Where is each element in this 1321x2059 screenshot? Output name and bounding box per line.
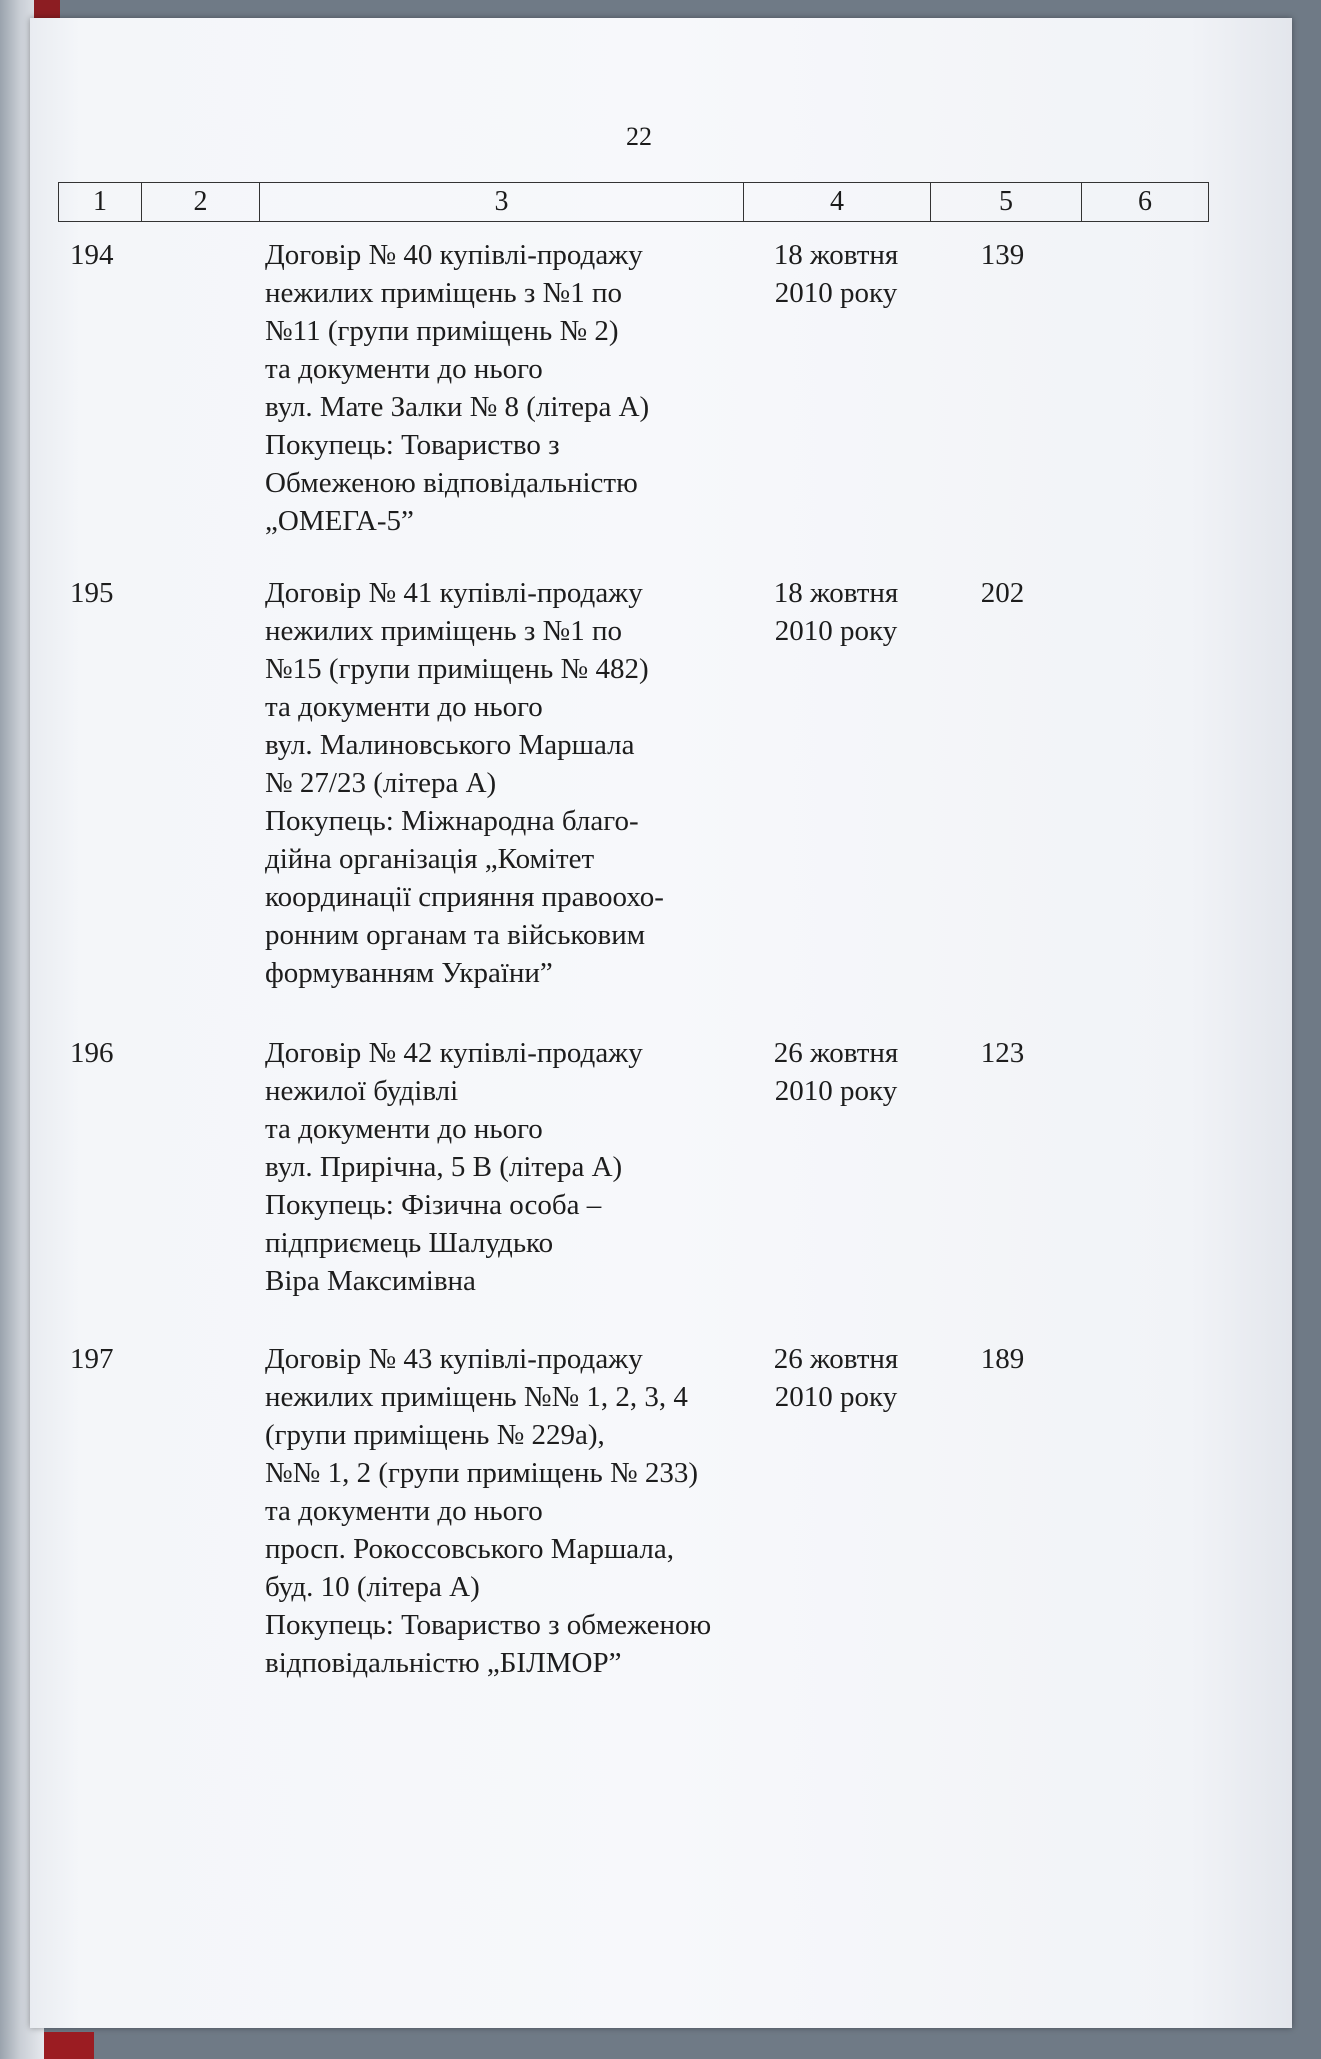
entry-196-date — [736, 1034, 936, 1110]
entry-195-line-7: Покупець: Міжнародна благо- — [265, 805, 639, 837]
entry-195-line-4: та документи до нього — [265, 691, 543, 723]
entry-196-line-6: підприємець Шалудько — [265, 1227, 554, 1259]
entry-196-date-year: 2010 року — [774, 1075, 898, 1107]
entry-196-line-2: нежилої будівлі — [265, 1075, 459, 1107]
entry-197-line-2: нежилих приміщень №№ 1, 2, 3, 4 — [265, 1381, 688, 1413]
entry-197-line-5: та документи до нього — [265, 1495, 543, 1527]
entry-195-date-day: 18 жовтня — [773, 577, 899, 609]
entry-195-pages: 202 — [980, 577, 1025, 609]
entry-194-line-7: Обмеженою відповідальністю — [265, 467, 638, 499]
entry-195-description — [265, 574, 785, 992]
entry-194-line-2: нежилих приміщень з №1 по — [265, 277, 622, 309]
entry-194-date-year: 2010 року — [774, 277, 898, 309]
entry-195-line-6: № 27/23 (літера А) — [265, 767, 497, 799]
entry-197-line-7: буд. 10 (літера А) — [265, 1571, 480, 1603]
entry-196-line-4: вул. Прирічна, 5 В (літера А) — [265, 1151, 623, 1183]
entry-194-number: 194 — [70, 239, 114, 271]
entry-197-date — [736, 1340, 936, 1416]
column-header-6: 6 — [1082, 183, 1209, 222]
entry-197-description — [265, 1340, 785, 1682]
entry-197-number: 197 — [70, 1343, 114, 1375]
entry-196-line-7: Віра Максимівна — [265, 1265, 476, 1297]
column-header-table — [58, 182, 1209, 222]
entry-196-line-5: Покупець: Фізична особа – — [265, 1189, 602, 1221]
entry-195-date — [736, 574, 936, 650]
entry-195-line-3: №15 (групи приміщень № 482) — [265, 653, 649, 685]
entry-195-line-10: ронним органам та військовим — [265, 919, 646, 951]
column-header-5: 5 — [931, 183, 1082, 222]
entry-197-date-day: 26 жовтня — [773, 1343, 899, 1375]
entry-195-line-1: Договір № 41 купівлі-продажу — [265, 577, 643, 609]
entry-197-pages: 189 — [980, 1343, 1025, 1375]
entry-194-line-8: „ОМЕГА-5” — [265, 505, 414, 537]
entry-196-line-1: Договір № 42 купівлі-продажу — [265, 1037, 643, 1069]
entry-194-line-1: Договір № 40 купівлі-продажу — [265, 239, 643, 271]
entry-197-line-8: Покупець: Товариство з обмеженою — [265, 1609, 712, 1641]
entry-195-line-8: дійна організація „Комітет — [265, 843, 595, 875]
entry-196-number: 196 — [70, 1037, 114, 1069]
entry-194-pages: 139 — [980, 239, 1025, 271]
entry-195-date-year: 2010 року — [774, 615, 898, 647]
document-page — [30, 18, 1292, 2028]
entry-197-date-year: 2010 року — [774, 1381, 898, 1413]
entry-195-line-11: формуванням України” — [265, 957, 553, 989]
entry-197-line-1: Договір № 43 купівлі-продажу — [265, 1343, 643, 1375]
column-header-row — [59, 183, 1209, 222]
column-header-1: 1 — [59, 183, 142, 222]
entry-196-date-day: 26 жовтня — [773, 1037, 899, 1069]
entry-194-line-5: вул. Мате Залки № 8 (літера А) — [265, 391, 650, 423]
binding-tab-bottom — [44, 2032, 94, 2059]
entry-197-line-6: просп. Рокоссовського Маршала, — [265, 1533, 674, 1565]
entry-195-line-5: вул. Малиновського Маршала — [265, 729, 635, 761]
column-header-4: 4 — [744, 183, 931, 222]
entry-197-line-4: №№ 1, 2 (групи приміщень № 233) — [265, 1457, 699, 1489]
entry-195-number: 195 — [70, 577, 114, 609]
entry-194-date-day: 18 жовтня — [773, 239, 899, 271]
entry-197-line-9: відповідальністю „БІЛМОР” — [265, 1647, 622, 1679]
column-header-2: 2 — [142, 183, 260, 222]
entry-194-line-4: та документи до нього — [265, 353, 543, 385]
page-number: 22 — [626, 122, 652, 151]
entry-195-line-2: нежилих приміщень з №1 по — [265, 615, 622, 647]
entry-194-date — [736, 236, 936, 312]
entry-197-line-3: (групи приміщень № 229а), — [265, 1419, 605, 1451]
column-header-3: 3 — [260, 183, 744, 222]
entry-196-line-3: та документи до нього — [265, 1113, 543, 1145]
entry-196-description — [265, 1034, 785, 1300]
entry-196-pages: 123 — [980, 1037, 1025, 1069]
entry-194-description — [265, 236, 785, 540]
entry-194-line-3: №11 (групи приміщень № 2) — [265, 315, 619, 347]
entry-194-line-6: Покупець: Товариство з — [265, 429, 560, 461]
entry-195-line-9: координації сприяння правоохо- — [265, 881, 664, 913]
